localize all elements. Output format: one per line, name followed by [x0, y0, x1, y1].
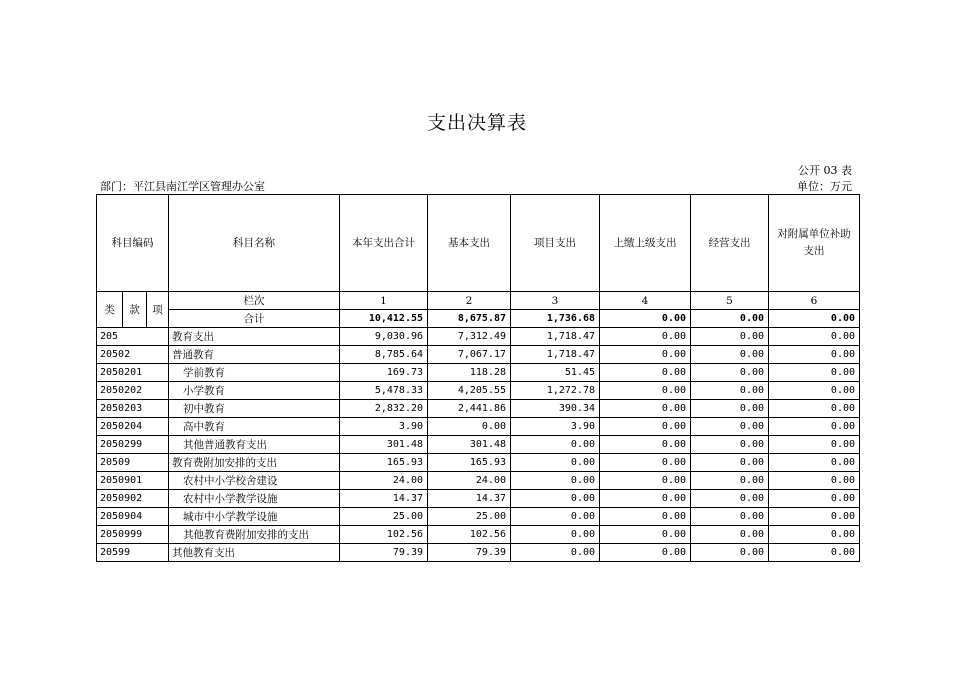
amount-cell: 0.00	[769, 400, 860, 418]
column-index: 4	[600, 292, 691, 310]
form-number: 公开 03 表	[798, 164, 852, 177]
amount-cell: 0.00	[511, 508, 600, 526]
amount-cell: 0.00	[691, 508, 769, 526]
total-value: 1,736.68	[511, 310, 600, 328]
amount-cell: 0.00	[769, 346, 860, 364]
subject-code: 2050904	[97, 508, 169, 526]
amount-cell: 1,272.78	[511, 382, 600, 400]
amount-cell: 51.45	[511, 364, 600, 382]
header-row	[97, 195, 860, 292]
amount-cell: 0.00	[600, 418, 691, 436]
department-label: 部门：平江县南江学区管理办公室	[100, 180, 265, 193]
unit-label: 单位：万元	[797, 180, 852, 193]
amount-cell: 301.48	[428, 436, 511, 454]
amount-cell: 0.00	[769, 544, 860, 562]
amount-cell: 0.00	[511, 544, 600, 562]
amount-cell: 2,832.20	[340, 400, 428, 418]
amount-cell: 0.00	[691, 418, 769, 436]
amount-cell: 0.00	[600, 544, 691, 562]
expenditure-table	[96, 194, 860, 562]
amount-cell: 165.93	[340, 454, 428, 472]
amount-cell: 0.00	[600, 472, 691, 490]
amount-cell: 169.73	[340, 364, 428, 382]
total-label: 合计	[169, 310, 340, 328]
amount-cell: 0.00	[600, 454, 691, 472]
subject-code: 2050901	[97, 472, 169, 490]
column-index: 1	[340, 292, 428, 310]
amount-cell: 14.37	[428, 490, 511, 508]
amount-cell: 0.00	[691, 346, 769, 364]
amount-cell: 8,785.64	[340, 346, 428, 364]
table-row	[97, 508, 860, 526]
amount-cell: 1,718.47	[511, 328, 600, 346]
table-row	[97, 436, 860, 454]
subject-name: 普通教育	[169, 346, 340, 364]
amount-cell: 0.00	[600, 400, 691, 418]
amount-cell: 25.00	[340, 508, 428, 526]
total-value: 10,412.55	[340, 310, 428, 328]
amount-cell: 79.39	[340, 544, 428, 562]
subject-code: 20502	[97, 346, 169, 364]
total-value: 0.00	[769, 310, 860, 328]
amount-cell: 7,067.17	[428, 346, 511, 364]
amount-cell: 0.00	[511, 472, 600, 490]
amount-cell: 1,718.47	[511, 346, 600, 364]
total-row	[97, 310, 860, 328]
amount-cell: 3.90	[511, 418, 600, 436]
subject-code: 20599	[97, 544, 169, 562]
subject-name: 其他教育支出	[169, 544, 340, 562]
subject-code: 2050999	[97, 526, 169, 544]
column-index: 2	[428, 292, 511, 310]
amount-cell: 0.00	[769, 490, 860, 508]
amount-cell: 0.00	[600, 346, 691, 364]
level-xiang: 项	[147, 292, 169, 328]
column-index: 6	[769, 292, 860, 310]
amount-cell: 4,205.55	[428, 382, 511, 400]
amount-cell: 0.00	[511, 526, 600, 544]
amount-cell: 5,478.33	[340, 382, 428, 400]
subject-code: 2050202	[97, 382, 169, 400]
total-value: 0.00	[600, 310, 691, 328]
table-row	[97, 454, 860, 472]
header-subject-code: 科目编码	[97, 195, 169, 292]
amount-cell: 0.00	[600, 436, 691, 454]
amount-cell: 390.34	[511, 400, 600, 418]
amount-cell: 0.00	[691, 544, 769, 562]
column-index: 5	[691, 292, 769, 310]
amount-cell: 3.90	[340, 418, 428, 436]
amount-cell: 0.00	[600, 364, 691, 382]
subject-code: 2050201	[97, 364, 169, 382]
table-row	[97, 472, 860, 490]
amount-cell: 0.00	[600, 328, 691, 346]
subject-name: 小学教育	[169, 382, 340, 400]
header-col-2: 基本支出	[428, 195, 511, 292]
amount-cell: 102.56	[340, 526, 428, 544]
amount-cell: 7,312.49	[428, 328, 511, 346]
amount-cell: 0.00	[511, 490, 600, 508]
amount-cell: 118.28	[428, 364, 511, 382]
amount-cell: 0.00	[691, 364, 769, 382]
subject-name: 城市中小学教学设施	[169, 508, 340, 526]
header-col-1: 本年支出合计	[340, 195, 428, 292]
table-row	[97, 364, 860, 382]
subject-code: 2050299	[97, 436, 169, 454]
amount-cell: 24.00	[428, 472, 511, 490]
subject-name: 教育费附加安排的支出	[169, 454, 340, 472]
amount-cell: 0.00	[691, 400, 769, 418]
amount-cell: 102.56	[428, 526, 511, 544]
amount-cell: 0.00	[600, 526, 691, 544]
amount-cell: 0.00	[600, 490, 691, 508]
column-index: 3	[511, 292, 600, 310]
column-index-label: 栏次	[169, 292, 340, 310]
amount-cell: 0.00	[769, 328, 860, 346]
subject-name: 初中教育	[169, 400, 340, 418]
amount-cell: 0.00	[511, 454, 600, 472]
header-col-4: 上缴上级支出	[600, 195, 691, 292]
amount-cell: 0.00	[769, 526, 860, 544]
amount-cell: 0.00	[691, 526, 769, 544]
amount-cell: 0.00	[769, 472, 860, 490]
amount-cell: 0.00	[769, 508, 860, 526]
subject-name: 农村中小学校舍建设	[169, 472, 340, 490]
table-row	[97, 382, 860, 400]
amount-cell: 0.00	[769, 454, 860, 472]
level-kuan: 款	[123, 292, 147, 328]
amount-cell: 0.00	[769, 364, 860, 382]
subject-code: 2050902	[97, 490, 169, 508]
amount-cell: 0.00	[691, 490, 769, 508]
amount-cell: 0.00	[769, 418, 860, 436]
amount-cell: 79.39	[428, 544, 511, 562]
table-row	[97, 526, 860, 544]
column-index-row	[97, 292, 860, 310]
amount-cell: 0.00	[428, 418, 511, 436]
subject-name: 其他教育费附加安排的支出	[169, 526, 340, 544]
page-title: 支出决算表	[426, 112, 527, 134]
amount-cell: 0.00	[769, 382, 860, 400]
subject-code: 2050203	[97, 400, 169, 418]
amount-cell: 9,030.96	[340, 328, 428, 346]
table-row	[97, 328, 860, 346]
amount-cell: 0.00	[769, 436, 860, 454]
subject-code: 2050204	[97, 418, 169, 436]
amount-cell: 165.93	[428, 454, 511, 472]
amount-cell: 0.00	[691, 382, 769, 400]
table-row	[97, 490, 860, 508]
table-row	[97, 544, 860, 562]
header-col-5: 经营支出	[691, 195, 769, 292]
table-row	[97, 346, 860, 364]
amount-cell: 2,441.86	[428, 400, 511, 418]
header-col-6: 对附属单位补助支出	[769, 195, 860, 292]
level-lei: 类	[97, 292, 123, 328]
amount-cell: 0.00	[691, 328, 769, 346]
total-value: 8,675.87	[428, 310, 511, 328]
amount-cell: 0.00	[691, 436, 769, 454]
total-value: 0.00	[691, 310, 769, 328]
amount-cell: 24.00	[340, 472, 428, 490]
subject-code: 20509	[97, 454, 169, 472]
table-row	[97, 400, 860, 418]
amount-cell: 0.00	[691, 472, 769, 490]
subject-name: 其他普通教育支出	[169, 436, 340, 454]
subject-name: 学前教育	[169, 364, 340, 382]
amount-cell: 14.37	[340, 490, 428, 508]
amount-cell: 0.00	[691, 454, 769, 472]
header-col-3: 项目支出	[511, 195, 600, 292]
subject-name: 农村中小学教学设施	[169, 490, 340, 508]
amount-cell: 0.00	[511, 436, 600, 454]
table-row	[97, 418, 860, 436]
header-subject-name: 科目名称	[169, 195, 340, 292]
amount-cell: 0.00	[600, 382, 691, 400]
amount-cell: 25.00	[428, 508, 511, 526]
subject-name: 教育支出	[169, 328, 340, 346]
subject-name: 高中教育	[169, 418, 340, 436]
amount-cell: 301.48	[340, 436, 428, 454]
subject-code: 205	[97, 328, 169, 346]
amount-cell: 0.00	[600, 508, 691, 526]
